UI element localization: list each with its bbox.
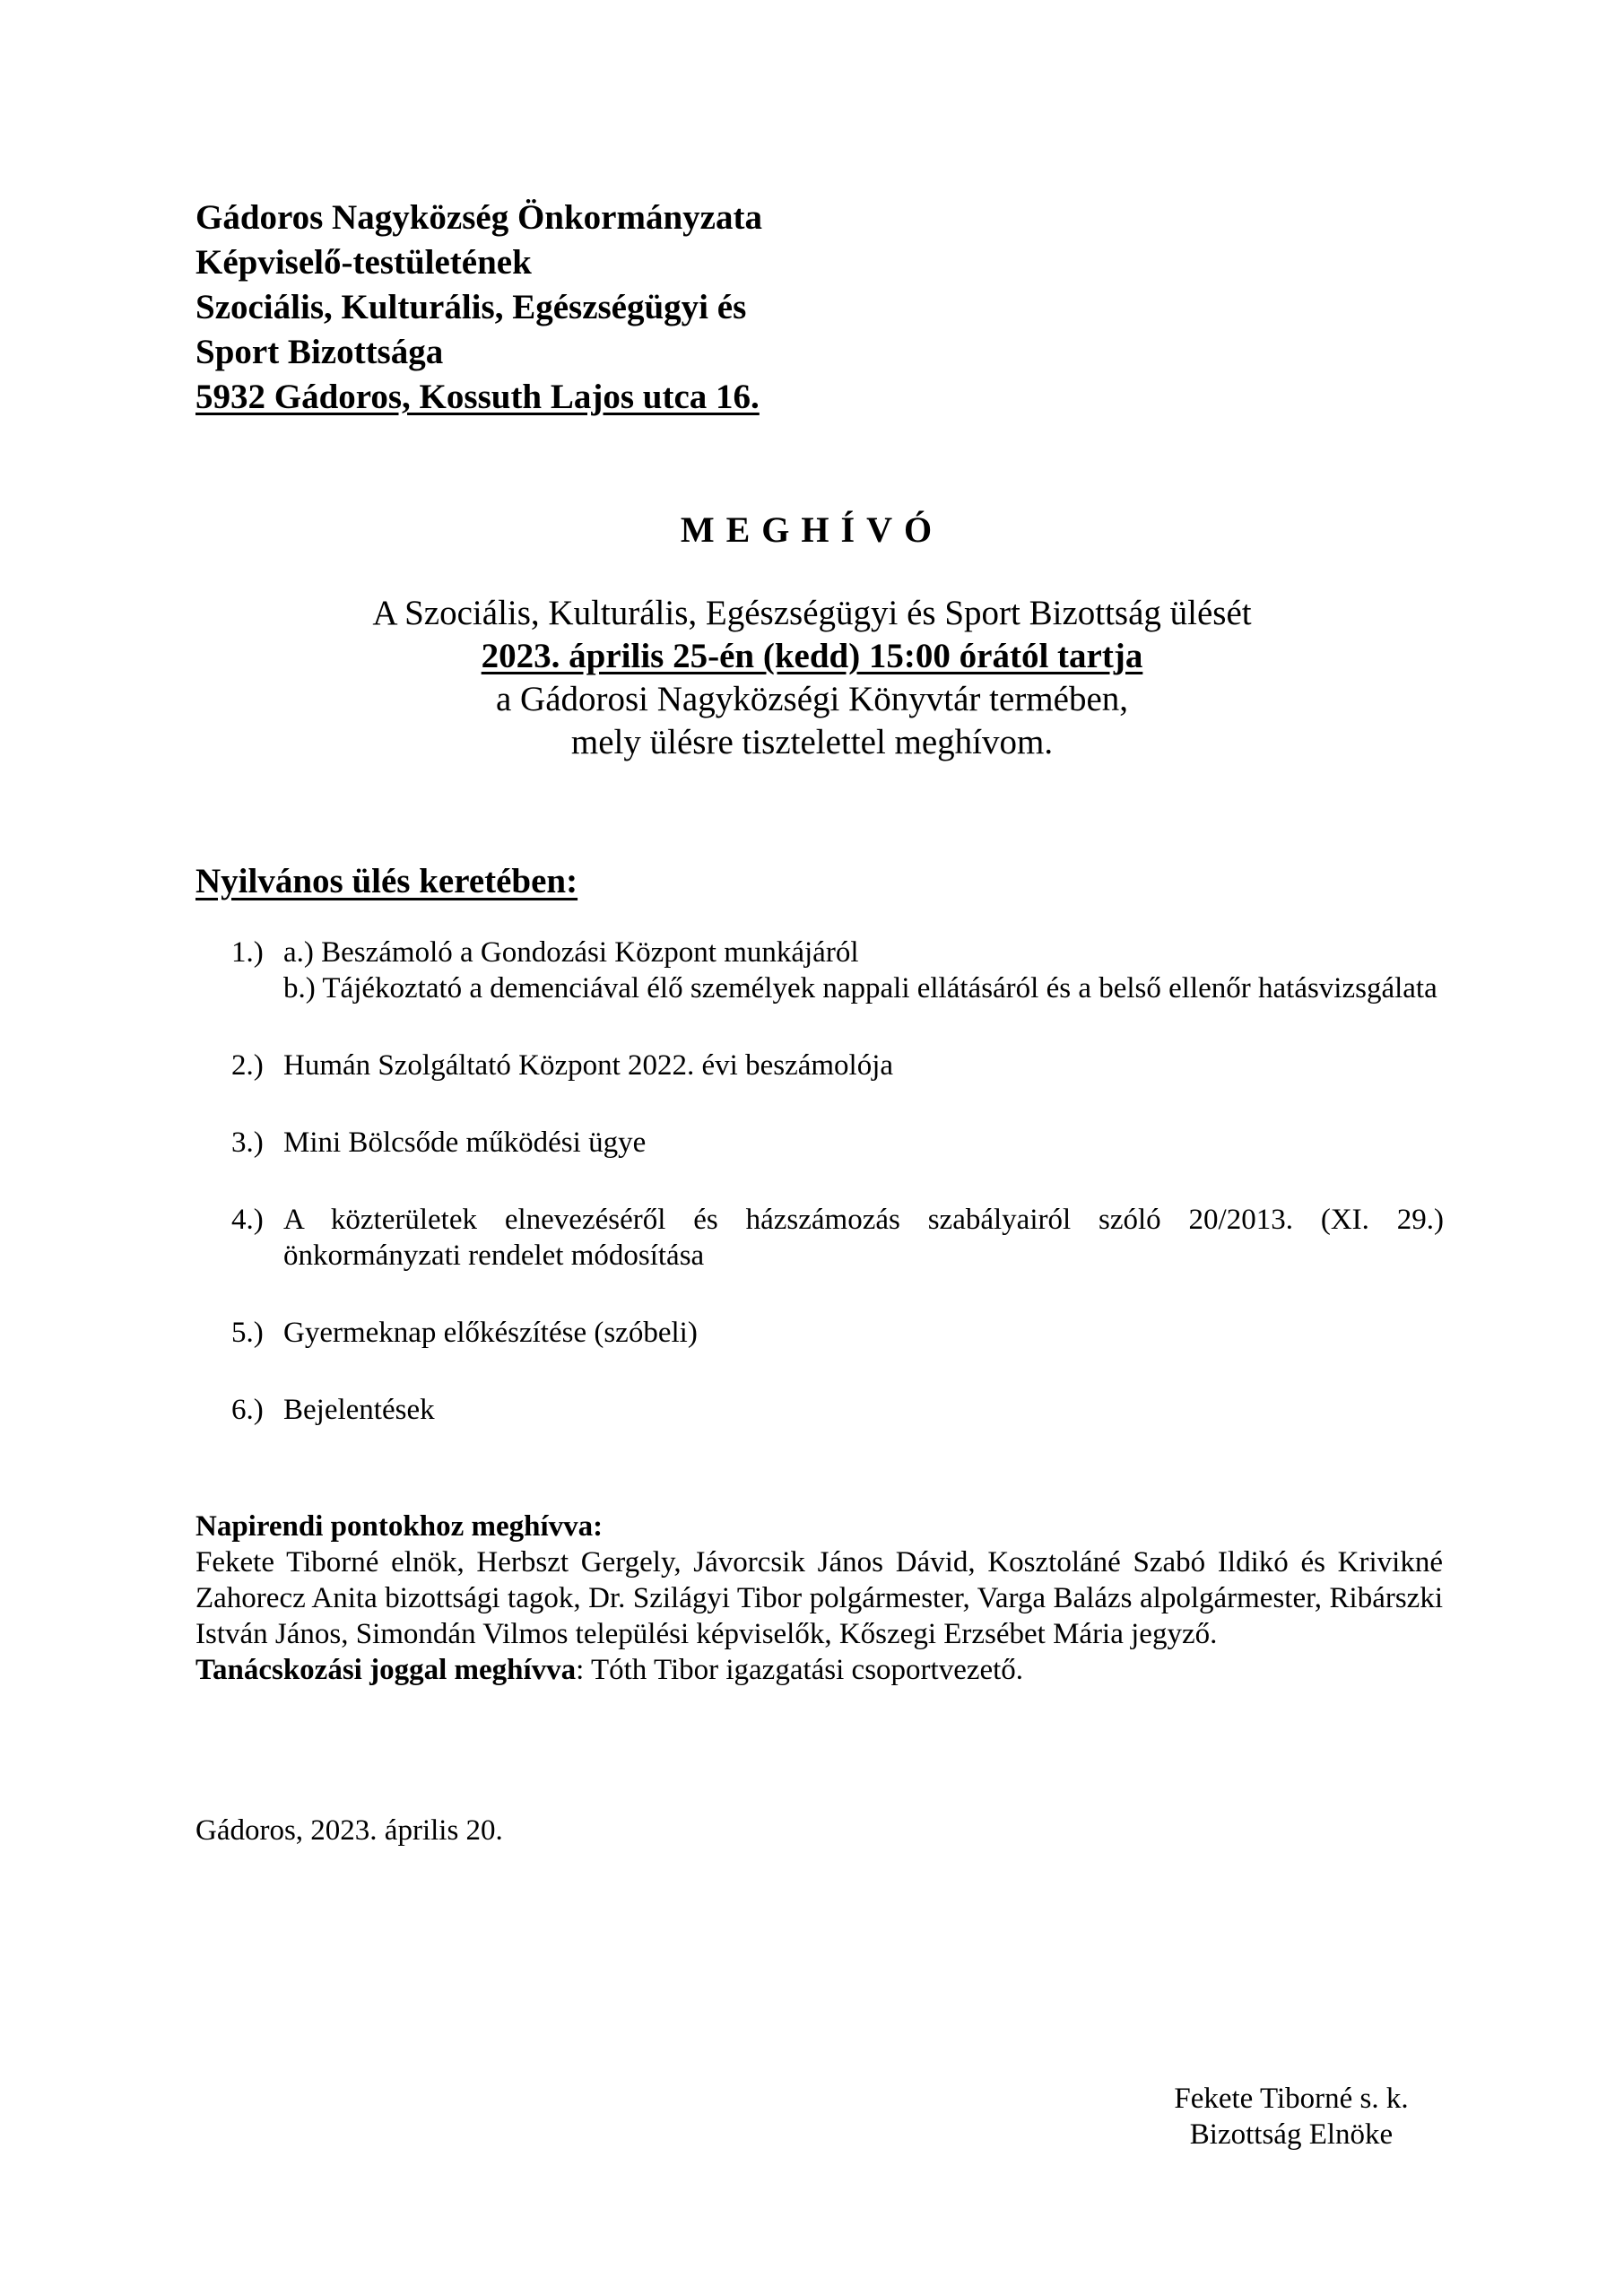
invitees-text: Fekete Tiborné elnök, Herbszt Gergely, Jávorcsik János Dávid, Kosztoláné Szabó Ildikó és Krivikné Zahorecz Anita bizottsági tagok, Dr. Szilágyi Tibor polgármester, Varga Balázs alpolgármester, Ribárszki István János, Simondán Vilmos települési képviselők, Kőszegi Erzsébet Mária jegyző. bbox=[195, 1546, 1443, 1650]
signatory-name: Fekete Tiborné s. k. bbox=[1174, 2083, 1409, 2115]
agenda-item-text: Mini Bölcsőde működési ügye bbox=[283, 1126, 647, 1159]
agenda-item-text: Humán Szolgáltató Központ 2022. évi beszámolója bbox=[283, 1049, 894, 1082]
agenda-item-text: A közterületek elnevezéséről és házszámozás szabályairól szóló 20/2013. (XI. 29.) önkormányzati rendelet módosítása bbox=[283, 1204, 1444, 1272]
invitees-label: Napirendi pontokhoz meghívva: bbox=[195, 1510, 604, 1543]
letterhead-line-3: Szociális, Kulturális, Egészségügyi és bbox=[195, 288, 747, 326]
agenda-item-1a: a.) Beszámoló a Gondozási Központ munkájáról bbox=[283, 936, 859, 969]
agenda-item-4 bbox=[231, 1202, 1444, 1274]
agenda-item-2 bbox=[231, 1048, 1444, 1083]
agenda-item-number: 2.) bbox=[231, 1049, 264, 1082]
agenda-item-number: 6.) bbox=[231, 1394, 264, 1426]
consult-line bbox=[195, 1652, 1443, 1688]
invitation-line-4: mely ülésre tisztelettel meghívom. bbox=[570, 723, 1054, 761]
agenda-item-5 bbox=[231, 1315, 1444, 1351]
letterhead-line-1: Gádoros Nagyközség Önkormányzata bbox=[195, 198, 762, 237]
section-title: Nyilvános ülés keretében: bbox=[195, 862, 578, 900]
agenda-item-6 bbox=[231, 1392, 1444, 1428]
invitation-text bbox=[0, 592, 1624, 764]
letterhead-address: 5932 Gádoros, Kossuth Lajos utca 16. bbox=[195, 378, 760, 416]
agenda-item-1b: b.) Tájékoztató a demenciával élő személyek nappali ellátásáról és a belső ellenőr hatásvizsgálata bbox=[283, 972, 1437, 1004]
agenda-item-text: Bejelentések bbox=[283, 1394, 435, 1426]
letterhead bbox=[195, 196, 762, 420]
agenda-item-number: 1.) bbox=[231, 936, 264, 969]
agenda-list bbox=[231, 935, 1444, 1428]
place-and-date: Gádoros, 2023. április 20. bbox=[195, 1814, 503, 1847]
letterhead-line-2: Képviselő-testületének bbox=[195, 243, 532, 282]
invitation-line-3: a Gádorosi Nagyközségi Könyvtár termében, bbox=[495, 680, 1129, 718]
signature-block bbox=[1148, 2081, 1435, 2152]
invitation-line-1: A Szociális, Kulturális, Egészségügyi és Sport Bizottság ülését bbox=[372, 594, 1252, 632]
agenda-item-number: 4.) bbox=[231, 1204, 264, 1236]
signatory-role: Bizottság Elnöke bbox=[1189, 2118, 1394, 2151]
meeting-date: 2023. április 25-én (kedd) 15:00 órától tartja bbox=[481, 637, 1143, 675]
consult-text: : Tóth Tibor igazgatási csoportvezető. bbox=[576, 1654, 1024, 1686]
agenda-item-text: Gyermeknap előkészítése (szóbeli) bbox=[283, 1317, 698, 1349]
agenda-item-number: 3.) bbox=[231, 1126, 264, 1159]
agenda-item-number: 5.) bbox=[231, 1317, 264, 1349]
consult-label: Tanácskozási joggal meghívva bbox=[195, 1654, 577, 1686]
document-title: MEGHÍVÓ bbox=[680, 509, 944, 550]
invitees-block bbox=[195, 1509, 1443, 1688]
agenda-item-1 bbox=[231, 935, 1444, 1006]
agenda-item-3 bbox=[231, 1125, 1444, 1161]
letterhead-line-4: Sport Bizottsága bbox=[195, 333, 444, 371]
